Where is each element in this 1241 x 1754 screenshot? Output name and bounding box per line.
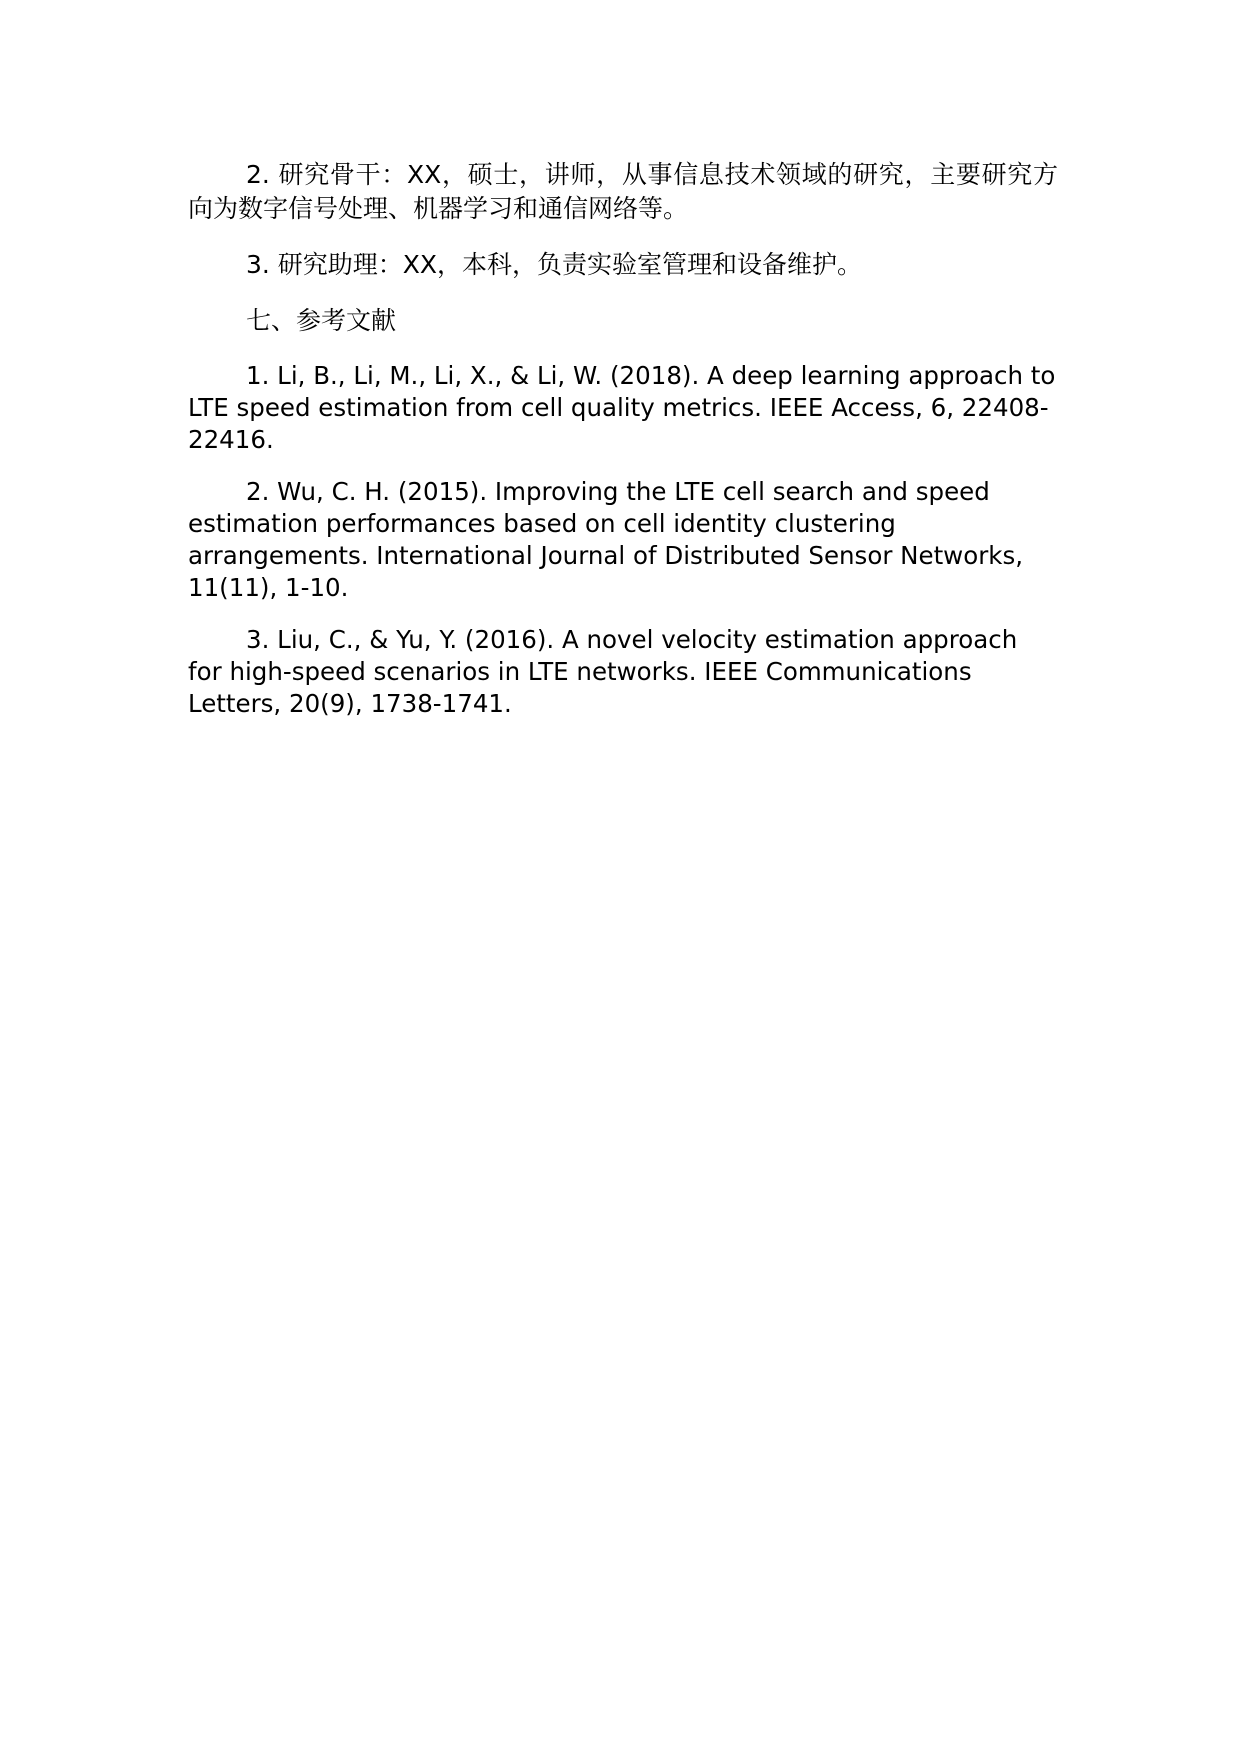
team-member-research-backbone: 2. 研究骨干：XX，硕士，讲师，从事信息技术领域的研究，主要研究方向为数字信号处理、机器学习和通信网络等。	[188, 160, 1058, 223]
document-body	[188, 158, 1058, 740]
reference-item: 2. Wu, C. H. (2015). Improving the LTE cell search and speed estimation performances based on cell identity clustering arrangements. International Journal of Distributed Sensor Networks, 11(11), 1-10.	[188, 477, 1024, 602]
section-heading-references: 七、参考文献	[246, 306, 397, 335]
reference-item: 1. Li, B., Li, M., Li, X., & Li, W. (2018). A deep learning approach to LTE speed estimation from cell quality metrics. IEEE Access, 6, 22408-22416.	[188, 361, 1056, 454]
team-member-research-assistant: 3. 研究助理：XX，本科，负责实验室管理和设备维护。	[246, 250, 863, 279]
reference-item: 3. Liu, C., & Yu, Y. (2016). A novel velocity estimation approach for high-speed scenarios in LTE networks. IEEE Communications Letters, 20(9), 1738-1741.	[188, 625, 1018, 718]
